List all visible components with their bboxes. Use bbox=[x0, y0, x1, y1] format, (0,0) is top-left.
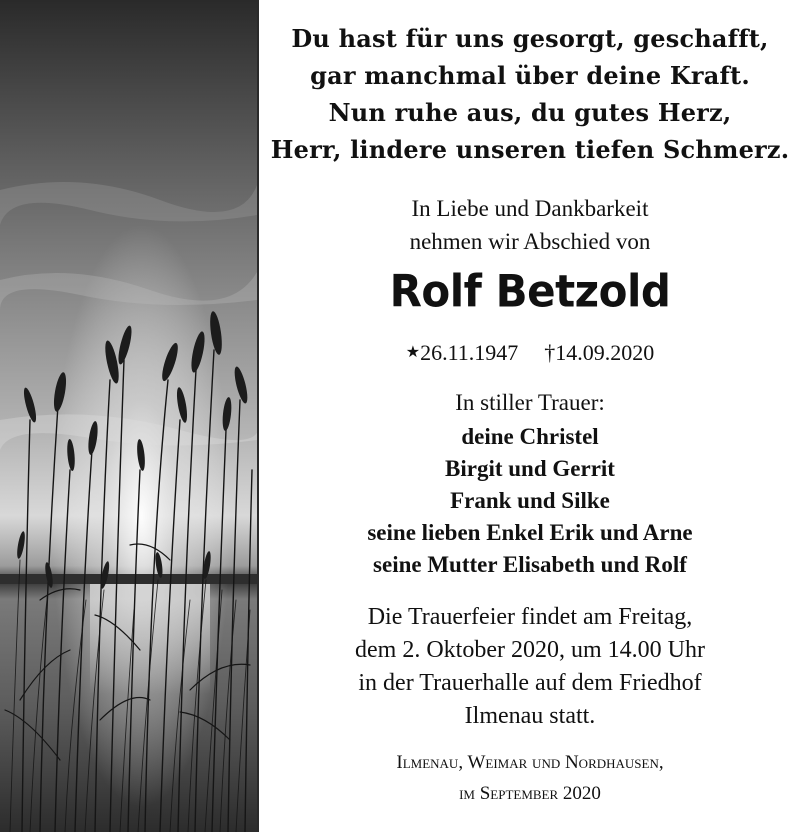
mourner-line: Frank und Silke bbox=[450, 488, 610, 513]
mourner-line: seine Mutter Elisabeth und Rolf bbox=[373, 552, 687, 577]
mourner-list bbox=[260, 421, 800, 581]
place-and-date bbox=[260, 747, 800, 809]
mourner-line: Birgit und Gerrit bbox=[445, 456, 615, 481]
mourner-line: seine lieben Enkel Erik und Arne bbox=[367, 520, 693, 545]
service-line: dem 2. Oktober 2020, um 14.00 Uhr bbox=[355, 637, 705, 663]
death-date: 14.09.2020 bbox=[555, 340, 655, 365]
lake-reeds-photo bbox=[0, 0, 257, 832]
death-cross-icon: † bbox=[544, 340, 556, 365]
birth-date: 26.11.1947 bbox=[420, 340, 519, 365]
place-line: Ilmenau, Weimar und Nordhausen, bbox=[396, 752, 664, 773]
poem-line: gar manchmal über deine Kraft. bbox=[310, 61, 750, 90]
date-line: im September 2020 bbox=[459, 783, 601, 804]
poem-line: Herr, lindere unseren tiefen Schmerz. bbox=[270, 135, 790, 164]
mourner-line: deine Christel bbox=[461, 424, 599, 449]
farewell-intro bbox=[260, 192, 800, 258]
deceased-name: Rolf Betzold bbox=[389, 265, 671, 318]
life-dates bbox=[260, 337, 800, 369]
memorial-poem bbox=[260, 20, 800, 168]
poem-line: Du hast für uns gesorgt, geschafft, bbox=[291, 24, 769, 53]
mourning-label: In stiller Trauer: bbox=[455, 390, 605, 415]
poem-line: Nun ruhe aus, du gutes Herz, bbox=[328, 98, 732, 127]
intro-line: In Liebe und Dankbarkeit bbox=[411, 196, 649, 221]
service-line: Ilmenau statt. bbox=[464, 703, 596, 729]
service-line: in der Trauerhalle auf dem Friedhof bbox=[358, 670, 702, 696]
service-line: Die Trauerfeier findet am Freitag, bbox=[367, 604, 693, 630]
birth-star-icon: ★ bbox=[405, 344, 421, 361]
intro-line: nehmen wir Abschied von bbox=[409, 229, 651, 254]
funeral-service-info bbox=[260, 601, 800, 733]
vertical-divider bbox=[257, 0, 259, 832]
obituary-text-column bbox=[260, 0, 800, 832]
